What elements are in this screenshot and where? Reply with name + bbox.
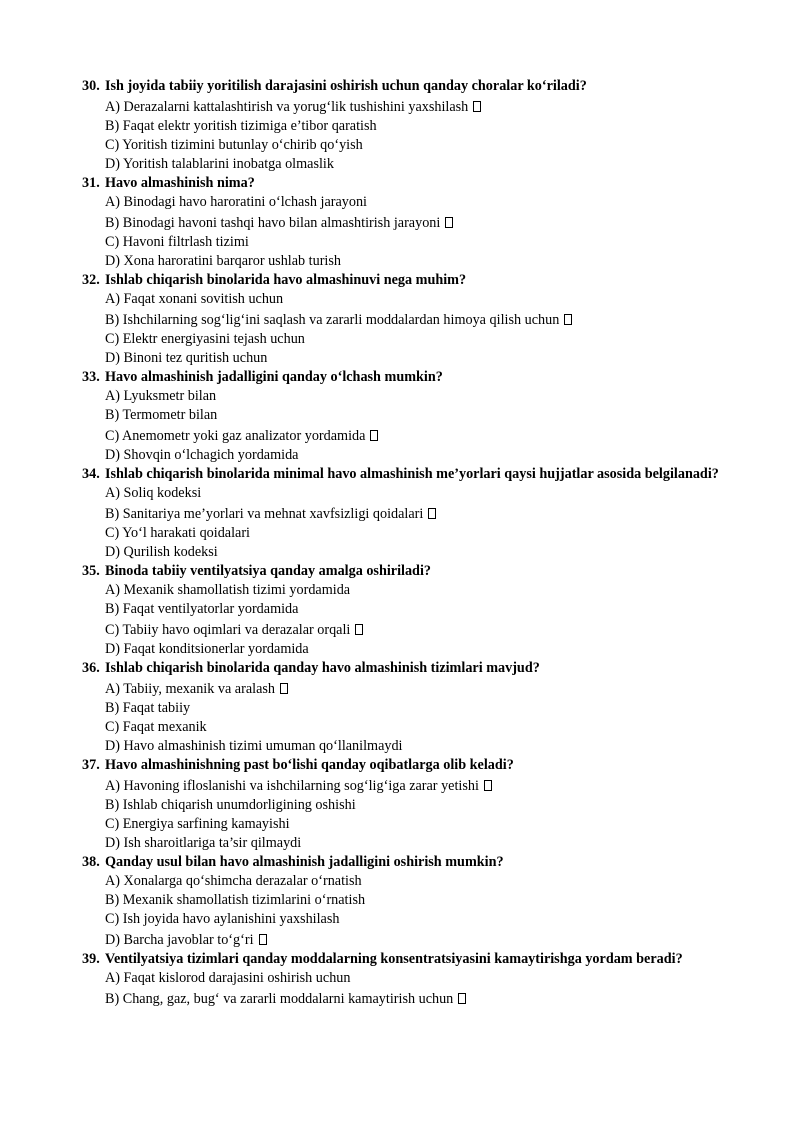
answer-option [82,406,722,425]
answer-option-text: C) Ish joyida havo aylanishini yaxshilash [105,911,340,927]
question-block [82,659,722,756]
answer-option [82,891,722,910]
answer-option-text: A) Lyuksmetr bilan [105,388,217,404]
question-number: 39. [82,951,100,967]
question-title [82,174,722,193]
answer-option-text: A) Binodagi havo haroratini o‘lchash jarayoni [105,194,367,210]
question-text: Havo almashinish nima? [105,175,255,191]
answer-option [82,718,722,737]
answer-marker-icon [473,101,481,112]
answer-option [82,212,722,233]
question-title [82,271,722,290]
answer-option [82,503,722,524]
answer-option [82,834,722,853]
answer-option-text: D) Yoritish talablarini inobatga olmaslik [105,156,334,172]
answer-option-text: D) Binoni tez quritish uchun [105,350,268,366]
question-title [82,950,722,969]
answer-option-text: B) Faqat elektr yoritish tizimiga e’tibor qaratish [105,118,377,134]
question-text: Qanday usul bilan havo almashinish jadalligini oshirish mumkin? [105,854,504,870]
answer-option [82,640,722,659]
answer-option [82,815,722,834]
question-block [82,77,722,174]
answer-option-text: C) Anemometr yoki gaz analizator yordamida [105,428,366,444]
answer-option-text: A) Havoning ifloslanishi va ishchilarning sog‘lig‘iga zarar yetishi [105,778,479,794]
answer-option-text: B) Faqat tabiiy [105,700,191,716]
question-title [82,368,722,387]
question-number: 38. [82,854,100,870]
answer-marker-icon [564,314,572,325]
answer-option [82,619,722,640]
question-title [82,77,722,96]
answer-option-text: B) Ishchilarning sog‘lig‘ini saqlash va zararli moddalardan himoya qilish uchun [105,312,560,328]
answer-option [82,233,722,252]
answer-marker-icon [370,430,378,441]
answer-option-text: A) Mexanik shamollatish tizimi yordamida [105,582,351,598]
question-list [82,77,722,1009]
answer-option-text: C) Yo‘l harakati qoidalari [105,525,250,541]
question-block [82,465,722,562]
answer-option [82,699,722,718]
answer-option-text: D) Havo almashinish tizimi umuman qo‘llanilmaydi [105,738,403,754]
question-text: Binoda tabiiy ventilyatsiya qanday amalga oshiriladi? [105,563,431,579]
question-text: Ishlab chiqarish binolarida minimal havo almashinish me’yorlari qaysi hujjatlar asosida belgilanadi? [105,466,719,482]
answer-option [82,136,722,155]
answer-option-text: C) Havoni filtrlash tizimi [105,234,249,250]
answer-option [82,988,722,1009]
answer-option-text: C) Energiya sarfining kamayishi [105,816,290,832]
answer-marker-icon [458,993,466,1004]
answer-option [82,543,722,562]
question-text: Havo almashinishning past bo‘lishi qanday oqibatlarga olib keladi? [105,757,514,773]
answer-option-text: D) Faqat konditsionerlar yordamida [105,641,309,657]
answer-option-text: A) Faqat xonani sovitish uchun [105,291,284,307]
answer-option [82,349,722,368]
question-block [82,562,722,659]
question-number: 32. [82,272,100,288]
answer-option [82,929,722,950]
question-text: Ishlab chiqarish binolarida havo almashinuvi nega muhim? [105,272,467,288]
answer-option [82,872,722,891]
answer-option-text: C) Yoritish tizimini butunlay o‘chirib qo‘yish [105,137,363,153]
question-number: 34. [82,466,100,482]
answer-option [82,446,722,465]
answer-option [82,96,722,117]
answer-option [82,581,722,600]
answer-option-text: A) Derazalarni kattalashtirish va yorug‘lik tushishini yaxshilash [105,99,469,115]
answer-option-text: B) Sanitariya me’yorlari va mehnat xavfsizligi qoidalari [105,506,424,522]
answer-option [82,330,722,349]
answer-option [82,600,722,619]
question-block [82,174,722,271]
answer-option [82,678,722,699]
question-title [82,853,722,872]
answer-option-text: C) Elektr energiyasini tejash uchun [105,331,305,347]
answer-option-text: B) Termometr bilan [105,407,218,423]
answer-marker-icon [355,624,363,635]
answer-option [82,969,722,988]
answer-marker-icon [428,508,436,519]
answer-option [82,309,722,330]
answer-option-text: C) Faqat mexanik [105,719,207,735]
answer-option-text: D) Qurilish kodeksi [105,544,218,560]
answer-option-text: A) Faqat kislorod darajasini oshirish uchun [105,970,351,986]
answer-option-text: B) Mexanik shamollatish tizimlarini o‘rnatish [105,892,366,908]
answer-marker-icon [484,780,492,791]
answer-marker-icon [445,217,453,228]
question-title [82,756,722,775]
answer-option [82,155,722,174]
answer-option-text: D) Barcha javoblar to‘g‘ri [105,932,254,948]
question-text: Ventilyatsiya tizimlari qanday moddalarning konsentratsiyasini kamaytirishga yordam beradi? [105,951,683,967]
answer-option [82,290,722,309]
question-number: 35. [82,563,100,579]
question-number: 33. [82,369,100,385]
answer-option-text: B) Ishlab chiqarish unumdorligining oshishi [105,797,356,813]
question-block [82,756,722,853]
question-title [82,562,722,581]
answer-option [82,425,722,446]
question-number: 36. [82,660,100,676]
question-text: Ishlab chiqarish binolarida qanday havo almashinish tizimlari mavjud? [105,660,540,676]
question-text: Ish joyida tabiiy yoritilish darajasini oshirish uchun qanday choralar ko‘riladi? [105,78,587,94]
question-title [82,659,722,678]
question-block [82,853,722,950]
answer-option [82,193,722,212]
answer-option-text: A) Xonalarga qo‘shimcha derazalar o‘rnatish [105,873,362,889]
answer-option-text: C) Tabiiy havo oqimlari va derazalar orqali [105,622,351,638]
answer-option-text: A) Tabiiy, mexanik va aralash [105,681,275,697]
answer-option [82,910,722,929]
answer-option-text: B) Binodagi havoni tashqi havo bilan almashtirish jarayoni [105,215,441,231]
question-number: 30. [82,78,100,94]
question-block [82,271,722,368]
answer-option [82,484,722,503]
answer-marker-icon [259,934,267,945]
answer-option-text: B) Faqat ventilyatorlar yordamida [105,601,299,617]
answer-option-text: D) Xona haroratini barqaror ushlab turish [105,253,341,269]
answer-option [82,775,722,796]
answer-option [82,117,722,136]
answer-option [82,252,722,271]
answer-option [82,524,722,543]
question-number: 31. [82,175,100,191]
answer-option [82,737,722,756]
answer-option-text: A) Soliq kodeksi [105,485,202,501]
question-block [82,950,722,1009]
answer-option [82,796,722,815]
question-text: Havo almashinish jadalligini qanday o‘lchash mumkin? [105,369,443,385]
question-title [82,465,722,484]
answer-marker-icon [280,683,288,694]
answer-option [82,387,722,406]
answer-option-text: B) Chang, gaz, bug‘ va zararli moddalarni kamaytirish uchun [105,991,454,1007]
answer-option-text: D) Shovqin o‘lchagich yordamida [105,447,299,463]
question-block [82,368,722,465]
question-number: 37. [82,757,100,773]
answer-option-text: D) Ish sharoitlariga ta’sir qilmaydi [105,835,302,851]
